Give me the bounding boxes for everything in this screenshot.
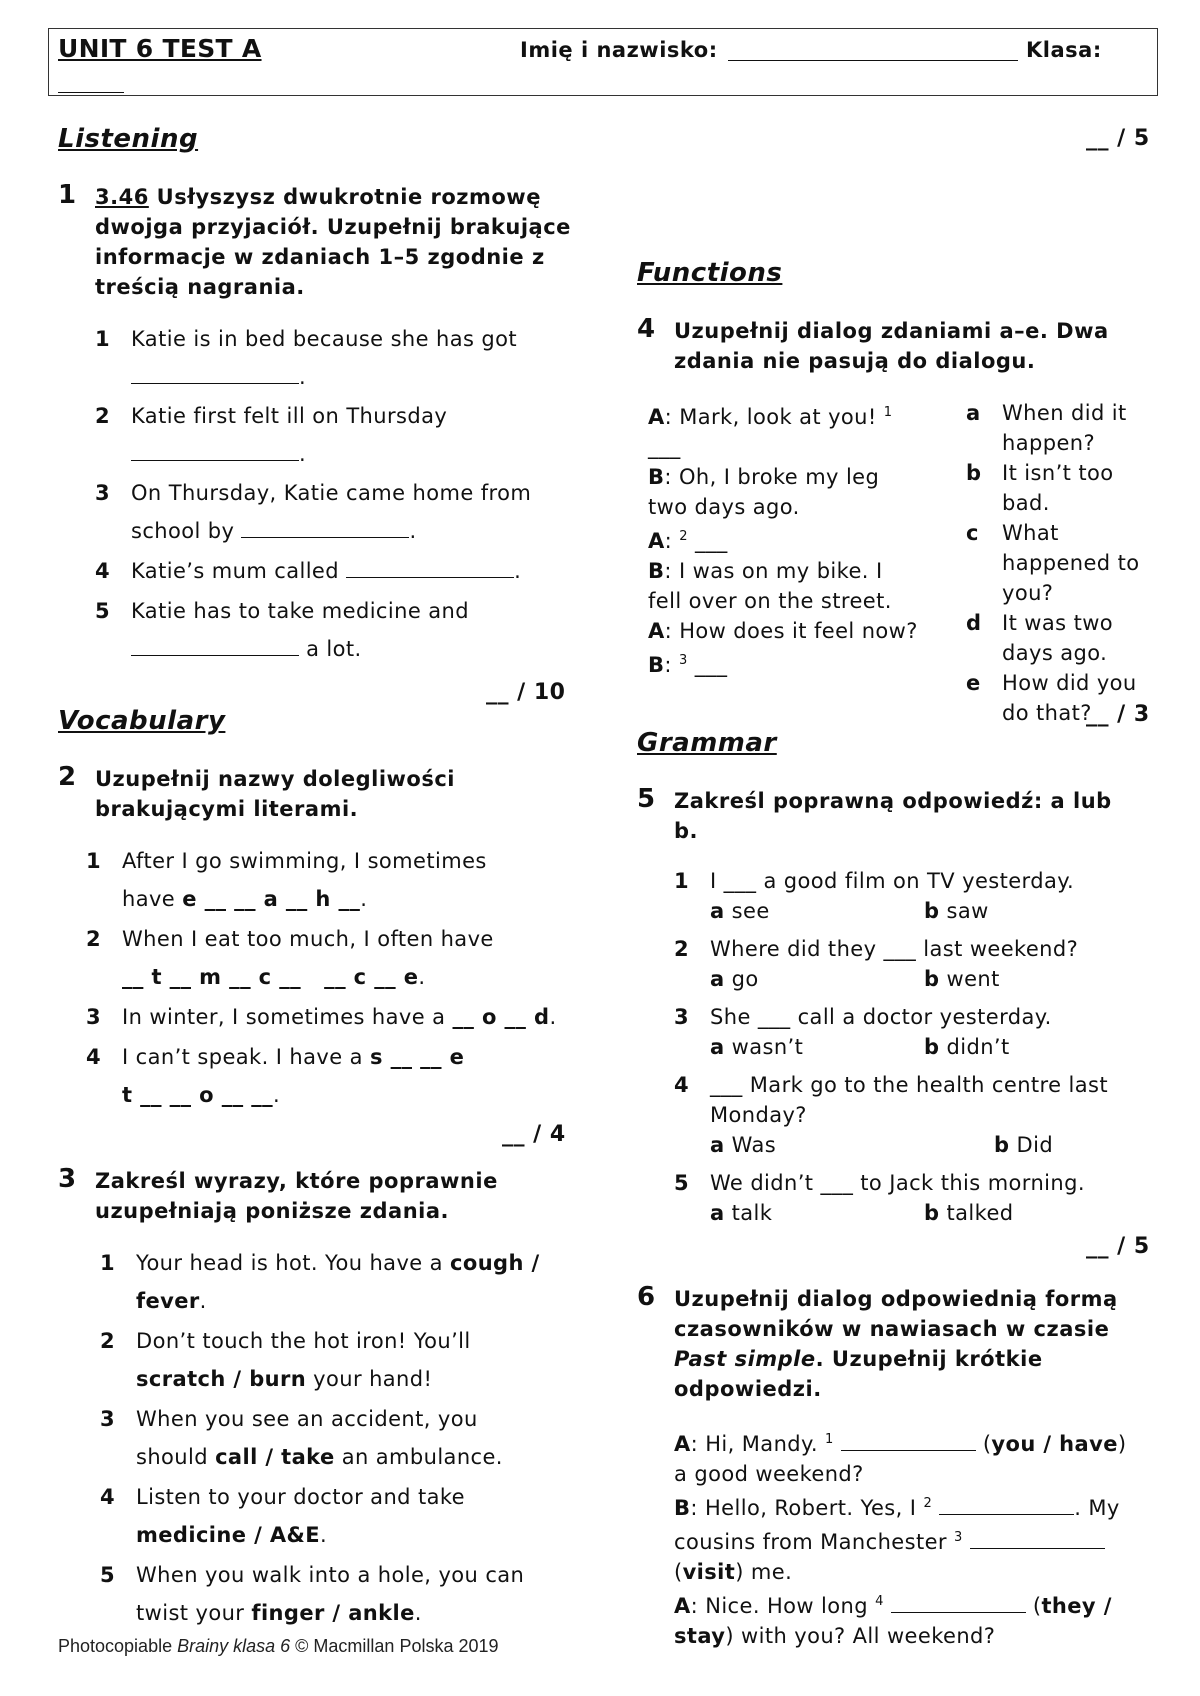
functions-title: Functions: [637, 258, 783, 288]
functions-instruction: Uzupełnij dialog zdaniami a–e. Dwa zdania nie pasują do dialogu.: [674, 319, 1109, 373]
functions-score: __ / 3: [1086, 702, 1150, 727]
option-item[interactable]: c What happened to you?: [966, 521, 1140, 605]
dialog-line: A: Hi, Mandy. $^1$ (you / have) a good weekend?: [674, 1432, 1127, 1486]
grammar-instruction: Zakreśl poprawną odpowiedź: a lub b.: [674, 789, 1112, 843]
dialog-blank[interactable]: ___: [648, 435, 681, 459]
option-a[interactable]: a see: [710, 899, 770, 923]
grammar-item: [674, 866, 1154, 926]
dialog-blank[interactable]: ___: [694, 529, 728, 553]
letter-pattern[interactable]: e __ __ a __ h __: [182, 887, 361, 911]
list-item: [100, 1556, 570, 1632]
vocabulary-instruction: Uzupełnij nazwy dolegliwości brakującymi literami.: [95, 767, 455, 821]
functions-options: [966, 398, 1166, 728]
item-end: .: [409, 519, 417, 543]
option-item[interactable]: e How did you do that?: [966, 671, 1137, 725]
item-text: In winter, I sometimes have a: [122, 1005, 446, 1029]
word-choice[interactable]: scratch / burn: [136, 1367, 307, 1391]
answer-blank[interactable]: [131, 637, 299, 656]
exercise-number: 5: [637, 784, 656, 814]
vocabulary-title: Vocabulary: [58, 706, 226, 736]
answer-blank[interactable]: [346, 559, 514, 578]
exercise6-instruction: Uzupełnij dialog odpowiednią formą czasowników w nawiasach w czasie Past simple. Uzupełnij krótkie odpowiedzi.: [674, 1287, 1118, 1401]
list-item: [100, 1244, 570, 1320]
item-text: Katie first felt ill on Thursday: [131, 404, 448, 428]
answer-blank[interactable]: [841, 1432, 976, 1451]
letter-pattern[interactable]: __ t __ m __ c __ __ c __ e: [122, 965, 419, 989]
item-end: .: [299, 442, 307, 466]
item-number: 3: [95, 481, 111, 505]
dialog-blank[interactable]: ___: [694, 653, 728, 677]
answer-blank[interactable]: [241, 519, 409, 538]
footer-text: Photocopiable: [58, 1636, 178, 1656]
grammar-item: [674, 934, 1154, 994]
list-item: [95, 592, 565, 668]
item-number: 3: [86, 1005, 102, 1029]
item-end: a lot.: [306, 637, 362, 661]
grammar-item: [674, 1168, 1154, 1228]
item-text: Don’t touch the hot iron! You’ll: [136, 1329, 471, 1353]
instruction-text: Usłyszysz dwukrotnie rozmowę dwojga przyjaciół. Uzupełnij brakujące informacje w zdaniach 1–5 zgodnie z treścią nagrania.: [95, 185, 571, 299]
dialog-line: B: $^3$ ___: [648, 653, 728, 677]
list-item: [86, 998, 566, 1036]
item-number: 1: [674, 869, 690, 893]
list-item: [100, 1478, 570, 1554]
option-b[interactable]: b saw: [924, 899, 989, 923]
item-text: After I go swimming, I sometimes: [122, 849, 487, 873]
item-number: 1: [86, 849, 102, 873]
option-a[interactable]: a Was: [710, 1133, 777, 1157]
dialog-line: B: Hello, Robert. Yes, I $^2$ . My cousins from Manchester $^3$ (visit) me.: [674, 1496, 1120, 1584]
grammar-item: [674, 1002, 1154, 1062]
item-number: 2: [86, 927, 102, 951]
answer-blank[interactable]: [131, 365, 299, 384]
question-text: ___ Mark go to the health centre last Monday?: [710, 1073, 1108, 1127]
list-item: [100, 1322, 570, 1398]
question-text: Where did they ___ last weekend?: [710, 937, 1079, 961]
class-label: Klasa:: [1026, 38, 1102, 62]
exercise-number: 6: [637, 1282, 656, 1312]
dialog-line: A: Nice. How long $^4$ (they / stay) with you? All weekend?: [674, 1594, 1112, 1648]
word-choice[interactable]: call / take: [215, 1445, 335, 1469]
option-a[interactable]: a wasn’t: [710, 1035, 804, 1059]
exercise-number: 2: [58, 762, 77, 792]
item-number: 1: [100, 1251, 116, 1275]
item-number: 4: [86, 1045, 102, 1069]
item-end: an ambulance.: [341, 1445, 503, 1469]
option-b[interactable]: b talked: [924, 1201, 1014, 1225]
listening-instruction: [95, 182, 575, 302]
item-text: Katie’s mum called: [131, 559, 339, 583]
grammar-score: __ / 5: [1086, 1234, 1150, 1259]
item-end: .: [549, 1005, 557, 1029]
item-text: Your head is hot. You have a: [136, 1251, 443, 1275]
item-text: On Thursday, Katie came home from school by: [131, 481, 532, 543]
item-text: have: [122, 887, 176, 911]
class-field[interactable]: [58, 92, 124, 93]
word-choice[interactable]: medicine / A&E: [136, 1523, 320, 1547]
item-number: 2: [100, 1329, 116, 1353]
item-number: 5: [95, 599, 111, 623]
word-choice[interactable]: cough / fever: [136, 1251, 540, 1313]
test-title: UNIT 6 TEST A: [58, 34, 262, 63]
item-text: Listen to your doctor and take: [136, 1485, 465, 1509]
word-choice[interactable]: finger / ankle: [251, 1601, 415, 1625]
list-item: [95, 320, 565, 396]
dialog-line: B: Oh, I broke my leg two days ago.: [648, 465, 880, 519]
track-number: 3.46: [95, 185, 149, 209]
item-text: Katie is in bed because she has got: [131, 327, 518, 351]
grammar-item: [674, 1070, 1114, 1160]
item-number: 2: [95, 404, 111, 428]
item-number: 5: [100, 1563, 116, 1587]
item-number: 5: [674, 1171, 690, 1195]
answer-blank[interactable]: [939, 1496, 1074, 1515]
letter-pattern[interactable]: s __ __ e: [369, 1045, 465, 1069]
option-a[interactable]: a talk: [710, 1201, 773, 1225]
question-text: We didn’t ___ to Jack this morning.: [710, 1171, 1085, 1195]
option-b[interactable]: b didn’t: [924, 1035, 1010, 1059]
item-number: 1: [95, 327, 111, 351]
item-number: 4: [674, 1073, 690, 1097]
question-text: I ___ a good film on TV yesterday.: [710, 869, 1075, 893]
list-item: [95, 474, 565, 550]
footer: [58, 1636, 499, 1657]
dialog-line: A: $^2$ ___: [648, 529, 728, 553]
list-item: [86, 920, 566, 996]
answer-blank[interactable]: [131, 442, 299, 461]
name-label: Imię i nazwisko:: [520, 38, 718, 62]
item-end: .: [360, 887, 368, 911]
item-end: your hand!: [313, 1367, 433, 1391]
option-b[interactable]: b Did: [994, 1133, 1054, 1157]
list-item: [86, 842, 566, 918]
item-end: .: [273, 1083, 281, 1107]
exercise3-instruction: Zakreśl wyrazy, które poprawnie uzupełniają poniższe zdania.: [95, 1169, 498, 1223]
list-item: [86, 1038, 566, 1114]
option-a[interactable]: a go: [710, 967, 759, 991]
item-end: .: [299, 365, 307, 389]
exercise-number: 1: [58, 180, 77, 210]
item-number: 4: [100, 1485, 116, 1509]
item-number: 4: [95, 559, 111, 583]
dialog-line: B: I was on my bike. I fell over on the street.: [648, 559, 892, 613]
list-item: [100, 1400, 570, 1476]
item-text: When you see an accident, you should: [136, 1407, 478, 1469]
item-text: When you walk into a hole, you can twist your: [136, 1563, 525, 1625]
grammar-title: Grammar: [637, 728, 777, 758]
dialog-line: A: Mark, look at you! $^1$ ___: [648, 405, 893, 459]
option-item[interactable]: a When did it happen?: [966, 401, 1127, 455]
vocabulary-score: __ / 4: [502, 1122, 566, 1147]
item-end: .: [418, 965, 426, 989]
exercise6-dialog: [674, 1425, 1144, 1651]
item-number: 3: [100, 1407, 116, 1431]
dialog-line: A: How does it feel now?: [648, 619, 918, 643]
listening-items-score: __ / 10: [486, 680, 566, 705]
item-end: .: [199, 1289, 207, 1313]
name-field[interactable]: [728, 60, 1018, 61]
item-text: When I eat too much, I often have: [122, 927, 494, 951]
list-item: [95, 397, 565, 473]
list-item: [95, 552, 565, 590]
footer-book-title: Brainy klasa 6: [177, 1636, 291, 1656]
question-text: She ___ call a doctor yesterday.: [710, 1005, 1052, 1029]
listening-title: Listening: [58, 124, 199, 154]
item-number: 3: [674, 1005, 690, 1029]
letter-pattern[interactable]: t __ __ o __ __: [122, 1083, 274, 1107]
option-item[interactable]: b It isn’t too bad.: [966, 461, 1114, 515]
item-text: I can’t speak. I have a: [122, 1045, 363, 1069]
letter-pattern[interactable]: __ o __ d: [452, 1005, 550, 1029]
item-number: 2: [674, 937, 690, 961]
exercise-number: 4: [637, 314, 656, 344]
item-text: Katie has to take medicine and: [131, 599, 469, 623]
option-b[interactable]: b went: [924, 967, 1000, 991]
item-end: .: [514, 559, 522, 583]
exercise-number: 3: [58, 1164, 77, 1194]
item-end: .: [414, 1601, 422, 1625]
item-end: .: [320, 1523, 328, 1547]
answer-blank[interactable]: [970, 1530, 1105, 1549]
answer-blank[interactable]: [891, 1594, 1026, 1613]
functions-dialog: [648, 398, 918, 680]
footer-copyright: © Macmillan Polska 2019: [290, 1636, 499, 1656]
listening-score: __ / 5: [1086, 126, 1150, 151]
option-item[interactable]: d It was two days ago.: [966, 611, 1114, 665]
